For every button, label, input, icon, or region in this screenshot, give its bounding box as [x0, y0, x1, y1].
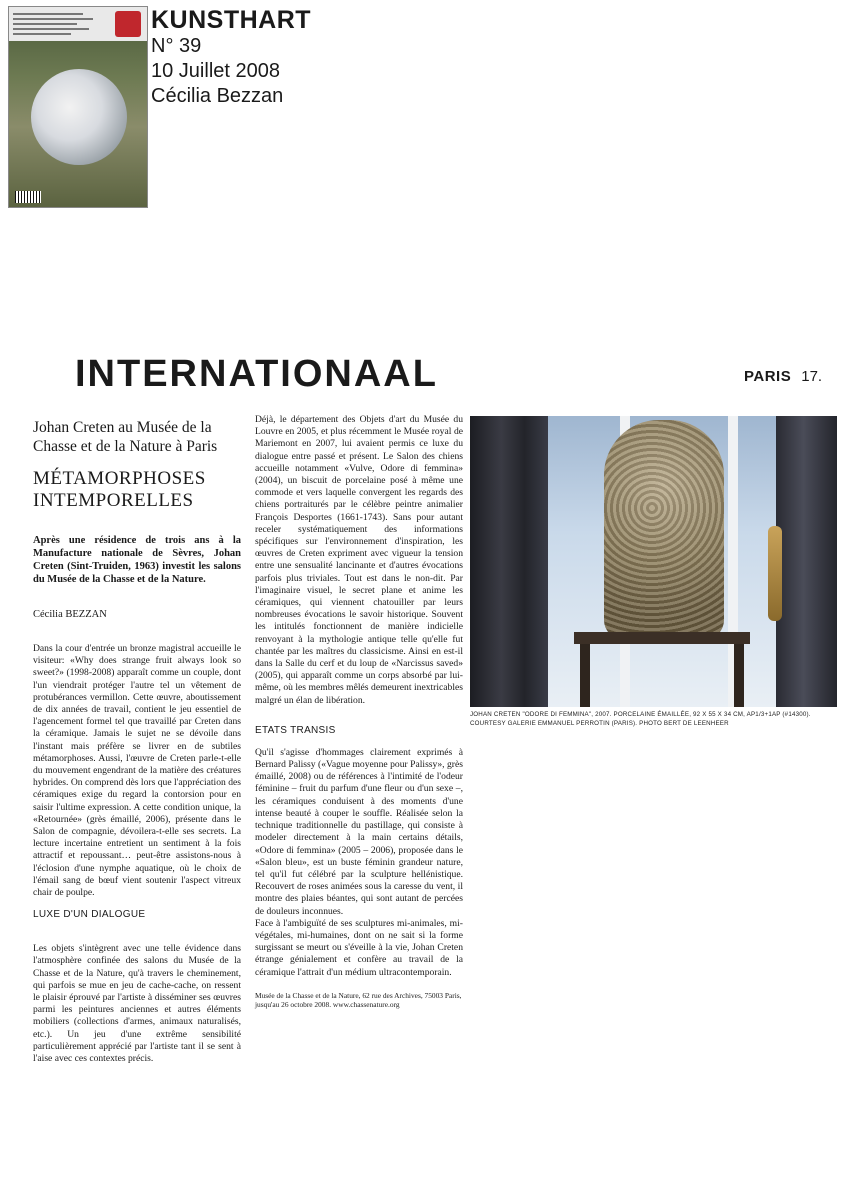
- cover-barcode: [15, 191, 41, 203]
- issue-number: N° 39: [151, 35, 202, 57]
- ceramic-bust-sculpture: [604, 420, 724, 640]
- article-paragraph: Face à l'ambiguïté de ses sculptures mi-animales, mi-végétales, mi-humaines, dont on ne sait si la forme surgissant se meurt ou s'éveille à la vie, Johan Creten étrange génialement et confère au travail de la céramique l'attrait d'un médium ultracontemporain.: [255, 917, 463, 978]
- curtain-right: [776, 416, 837, 707]
- article-column-1: [33, 418, 241, 1065]
- article-paragraph: Déjà, le département des Objets d'art du Musée du Louvre en 2005, et plus récemment le Musée royal de Mariemont en 2007, lui avaient permis ce luxe du dialogue entre passé et présent. Le Salon des chiens accueille notamment «Vulve, Odore di femmina» (2004), un biscuit de porcelaine posé à même une commode et vers laquelle convergent les regards des chiens portraiturés par le célèbre peintre animalier François Desportes (1661-1743). Sans pour autant receler systématiquement des informations spécifiques sur l'environnement d'inspiration, les œuvres de Creten expriment avec vigueur la tension entre une sensualité lancinante et d'autres évocations parfois plus triviales. Tout est dans le non-dit. Par l'imaginaire visuel, le secret plane et anime les céramiques, qui viennent chatouiller par leurs nombreuses évocations le savoir historique. Souvent les intitulés fonctionnent de manière indicielle renvoyant à la mythologie antique telle qu'elle fut chantée par les maîtres du classicisme. Ainsi en est-il dans la Salle du cerf et du loup de «Narcissus saved» (2005), qui apparaît comme un corps absorbé par lui-même, où les membres mêlés demeurent inextricables malgré un élan de libération.: [255, 414, 463, 706]
- page-reference: [744, 368, 822, 385]
- curtain-tassel: [768, 526, 782, 621]
- publication-info: [151, 6, 311, 109]
- publication-name: KUNSTHART: [151, 6, 312, 34]
- exhibition-info: Musée de la Chasse et de la Nature, 62 rue des Archives, 75003 Paris, jusqu'au 26 octobre 2008. www.chassenature.org: [255, 990, 462, 1010]
- article-headline: MÉTAMORPHOSES INTEMPORELLES: [33, 468, 206, 511]
- page-number: 17.: [801, 368, 823, 385]
- article-byline: Cécilia BEZZAN: [33, 609, 107, 620]
- article-subhead: ETATS TRANSIS: [255, 724, 336, 736]
- author-name: Cécilia Bezzan: [151, 85, 284, 107]
- cover-masthead: [9, 7, 147, 41]
- artwork-photo: [470, 416, 837, 707]
- photo-caption: JOHAN CRETEN "ODORE DI FEMMINA", 2007. PORCELAINE ÉMAILLÉE, 92 X 55 X 34 CM, AP1/3+1AP (#14300). COURTESY GALERIE EMMANUEL PERROTIN (PARIS). PHOTO BERT DE LEENHEER: [470, 711, 811, 727]
- display-table: [574, 632, 750, 707]
- article-lede: Après une résidence de trois ans à la Manufacture nationale de Sèvres, Johan Creten (Sint-Truiden, 1963) investit les salons du Musée de la Chasse et de la Nature.: [33, 535, 241, 585]
- article-paragraph: Les objets s'intègrent avec une telle évidence dans l'atmosphère confinée des salons du Musée de la Chasse et de la Nature, qu'à travers le cheminement, qui parfois se mue en jeu de cache-cache, on ressent le plaisir éprouvé par l'artiste à disséminer ses œuvres parmi les peintures anciennes et autres éléments mobiliers (collections d'armes, animaux naturalisés, etc.). Un jeu d'une extrême sensibilité particulièrement apprécié par l'artiste tant il se sent à l'aise avec ces contextes précis.: [33, 943, 241, 1065]
- magazine-cover-thumbnail: [8, 6, 148, 208]
- curtain-left: [470, 416, 548, 707]
- article-column-2: [255, 414, 463, 1010]
- section-title: INTERNATIONAAL: [75, 353, 438, 395]
- publication-date: 10 Juillet 2008: [151, 60, 280, 82]
- cover-logo: [115, 11, 141, 37]
- article-paragraph: Dans la cour d'entrée un bronze magistral accueille le visiteur: «Why does strange fruit always look so sweet?» (1998-2008) apparaît comme un couple, dont l'un viendrait protéger l'autre tel un vêtement de protubérances vermillon. Cette œuvre, aboutissement de dix années de travail, contient le jeu essentiel de l'agencement formel tel que travaillé par Creten dans la céramique. Jamais le sujet ne se dévoile dans l'instant mais préfère se livrer en de subtiles métamorphoses. Aussi, l'œuvre de Creten parle-t-elle du mouvement engendrant de la matière des créatures hybrides. On comprend dès lors que l'appréciation des céramiques exige du regard la contorsion pour en saisir l'ultime expression. A cette condition unique, la «Retournée» (grès émaillé, 2006), présente dans le Salon de compagnie, dévoilera-t-elle ses secrets. La lecture incertaine entretient un sentiment à la fois attractif et repoussant… peut-être assistons-nous à l'éclosion d'une nymphe aquatique, où le choix de l'émail sang de bœuf vient soutenir l'aspect vitreux chair de poulpe.: [33, 643, 241, 899]
- article-kicker: Johan Creten au Musée de la Chasse et de la Nature à Paris: [33, 419, 218, 455]
- cover-sculpture-image: [31, 69, 127, 165]
- article-paragraph: Qu'il s'agisse d'hommages clairement exprimés à Bernard Palissy («Vague moyenne pour Palissy», grès émaillé, 2008) ou de références à l'intimité de l'odeur féminine – fruit du parfum d'une fleur ou d'un sexe –, les céramiques conduisent à des moments d'une intense beauté à couper le souffle. Réalisée selon la technique traditionnelle du pastillage, qui consiste à modeler directement à la main certains détails, «Odore di femmina» (2005 – 2006), proposée dans le «Salon bleu», est un buste féminin grandeur nature, tel qu'il fut célébré par la sculpture hellénistique. Recouvert de roses animées sous la caresse du vent, il montre des plaies béantes, qui sont autant de percées de douleurs inconnues.: [255, 746, 463, 917]
- article-subhead: LUXE D'UN DIALOGUE: [33, 909, 146, 921]
- section-city: PARIS: [744, 368, 792, 385]
